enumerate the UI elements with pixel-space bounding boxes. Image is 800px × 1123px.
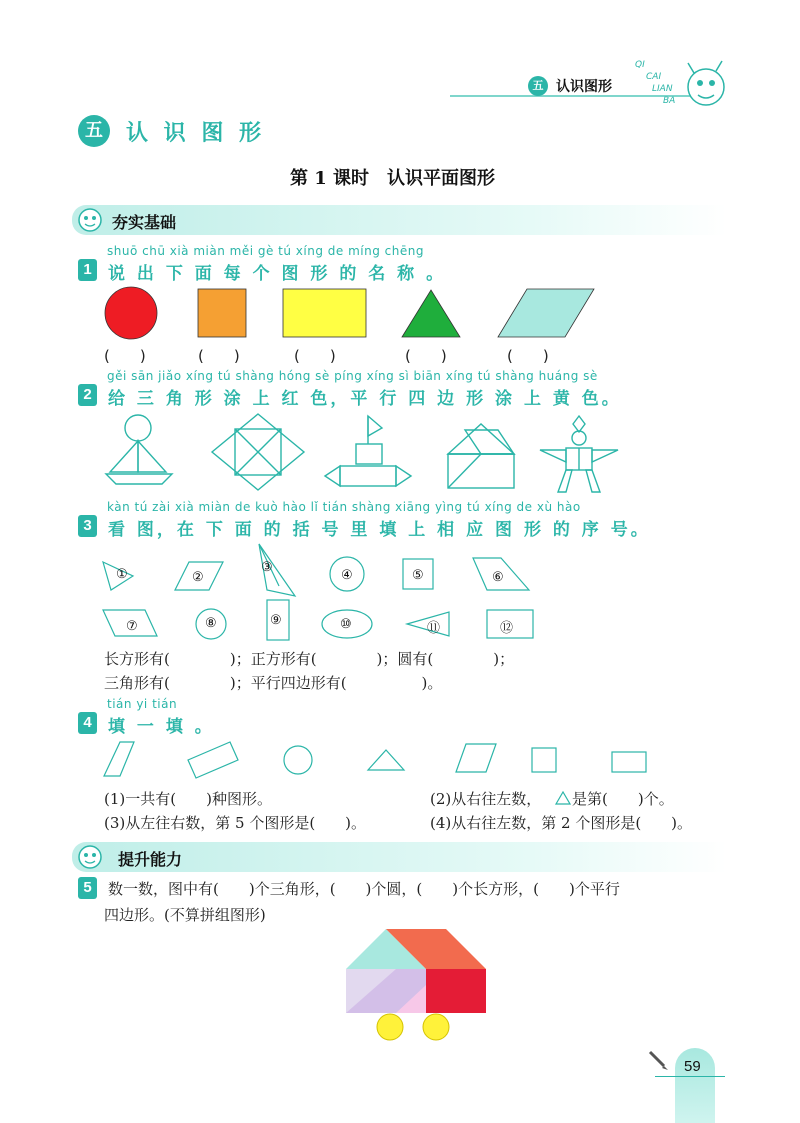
q5-car-figure bbox=[340, 925, 490, 1045]
small-triangle-icon bbox=[555, 791, 571, 805]
q2-figure-sailboat bbox=[106, 415, 172, 484]
q4-square bbox=[532, 748, 556, 772]
q2-number: 2 bbox=[78, 384, 97, 406]
red-circle-shape bbox=[105, 287, 157, 339]
q1-shapes bbox=[100, 285, 620, 345]
q3-answer-line-2[interactable]: 三角形有( )；平行四边形有( )。 bbox=[104, 674, 443, 692]
mascot-text-2: CAI bbox=[646, 72, 662, 82]
q4-item-3[interactable]: (3)从左往右数，第 5 个图形是( )。 bbox=[104, 814, 367, 832]
mascot-text-4: BA bbox=[663, 96, 676, 106]
section-mascot-icon bbox=[74, 204, 108, 236]
q2-figure-figure bbox=[540, 416, 618, 492]
q5-line-1[interactable]: 数一数，图中有( )个三角形，( )个圆，( )个长方形，( )个平行 bbox=[108, 880, 620, 898]
q3-label-5: ⑤ bbox=[412, 568, 424, 583]
q4-shapes bbox=[100, 738, 660, 780]
mascot-text-1: QI bbox=[635, 60, 645, 70]
q1-paren-3[interactable]: ( ) bbox=[294, 347, 336, 365]
q4-item-2-prefix: (2)从右往左数， bbox=[430, 790, 542, 808]
q4-item-4[interactable]: (4)从右往左数，第 2 个图形是( )。 bbox=[430, 814, 693, 832]
q2-text: 给 三 角 形 涂 上 红 色，平 行 四 边 形 涂 上 黄 色。 bbox=[108, 389, 622, 409]
chapter-title: 认 识 图 形 bbox=[126, 121, 265, 146]
q3-label-1: ① bbox=[116, 567, 128, 582]
q1-paren-5[interactable]: ( ) bbox=[507, 347, 549, 365]
q1-number: 1 bbox=[78, 259, 97, 281]
q4-rectangle-tilted bbox=[188, 742, 238, 778]
q2-figure-robot bbox=[325, 416, 411, 486]
q3-label-3: ③ bbox=[261, 560, 273, 575]
section-mascot-icon-2 bbox=[74, 841, 108, 873]
cyan-parallelogram-shape bbox=[498, 289, 594, 337]
q3-number: 3 bbox=[78, 515, 97, 537]
q4-circle bbox=[284, 746, 312, 774]
q3-label-10: ⑩ bbox=[340, 617, 352, 632]
chapter-badge: 五 bbox=[78, 115, 110, 147]
q4-item-2-suffix[interactable]: 是第( )个。 bbox=[572, 790, 674, 808]
q3-shapes bbox=[95, 540, 545, 644]
q3-label-6: ⑥ bbox=[492, 570, 504, 585]
orange-square-shape bbox=[198, 289, 246, 337]
q2-pinyin: gěi sān jiǎo xíng tú shàng hóng sè píng xíng sì biān xíng tú shàng huáng sè bbox=[107, 369, 598, 383]
lesson-title: 第 1 课时 认识平面图形 bbox=[290, 168, 496, 189]
q4-parallelogram-2 bbox=[456, 744, 496, 772]
q1-pinyin: shuō chū xià miàn měi gè tú xíng de míng chēng bbox=[107, 244, 424, 258]
q4-triangle bbox=[368, 750, 404, 770]
q1-paren-4[interactable]: ( ) bbox=[405, 347, 447, 365]
q4-pinyin: tián yi tián bbox=[107, 697, 178, 711]
q2-figures bbox=[100, 410, 620, 496]
q4-text: 填 一 填 。 bbox=[108, 717, 215, 737]
q3-label-12: ⑫ bbox=[500, 621, 514, 636]
q3-label-9: ⑨ bbox=[270, 613, 282, 628]
q3-text: 看 图，在 下 面 的 括 号 里 填 上 相 应 图 形 的 序 号。 bbox=[108, 520, 651, 540]
q3-label-7: ⑦ bbox=[126, 619, 138, 634]
q3-label-11: ⑪ bbox=[427, 621, 441, 636]
q1-paren-1[interactable]: ( ) bbox=[104, 347, 146, 365]
q4-item-1[interactable]: (1)一共有( )种图形。 bbox=[104, 790, 272, 808]
section-title-advanced: 提升能力 bbox=[118, 850, 183, 869]
q1-text: 说 出 下 面 每 个 图 形 的 名 称 。 bbox=[108, 264, 447, 284]
page-number: 59 bbox=[684, 1058, 701, 1075]
green-triangle-shape bbox=[402, 290, 460, 337]
q4-parallelogram-1 bbox=[104, 742, 134, 776]
q3-label-2: ② bbox=[192, 570, 204, 585]
page-number-rule bbox=[655, 1076, 725, 1077]
q2-figure-diamond-square bbox=[212, 414, 304, 490]
header-chapter-badge: 五 bbox=[528, 76, 548, 96]
q3-pinyin: kàn tú zài xià miàn de kuò hào lǐ tián shàng xiāng yìng tú xíng de xù hào bbox=[107, 500, 581, 514]
q4-rectangle bbox=[612, 752, 646, 772]
yellow-rectangle-shape bbox=[283, 289, 366, 337]
q3-label-4: ④ bbox=[341, 568, 353, 583]
section-title-basic: 夯实基础 bbox=[112, 213, 177, 232]
q4-number: 4 bbox=[78, 712, 97, 734]
body-right-square bbox=[426, 969, 486, 1013]
q5-line-2: 四边形。(不算拼组图形) bbox=[104, 906, 266, 924]
q5-number: 5 bbox=[78, 877, 97, 899]
q3-answer-line-1[interactable]: 长方形有( )；正方形有( )；圆有( )； bbox=[104, 650, 515, 668]
q1-paren-2[interactable]: ( ) bbox=[198, 347, 240, 365]
q2-figure-house bbox=[448, 424, 514, 488]
wheel-right bbox=[423, 1014, 449, 1040]
header-chapter-title: 认识图形 bbox=[556, 79, 612, 95]
pencil-icon bbox=[646, 1048, 670, 1072]
mascot-text-3: LIAN bbox=[652, 84, 673, 94]
q3-label-8: ⑧ bbox=[205, 616, 217, 631]
wheel-left bbox=[377, 1014, 403, 1040]
